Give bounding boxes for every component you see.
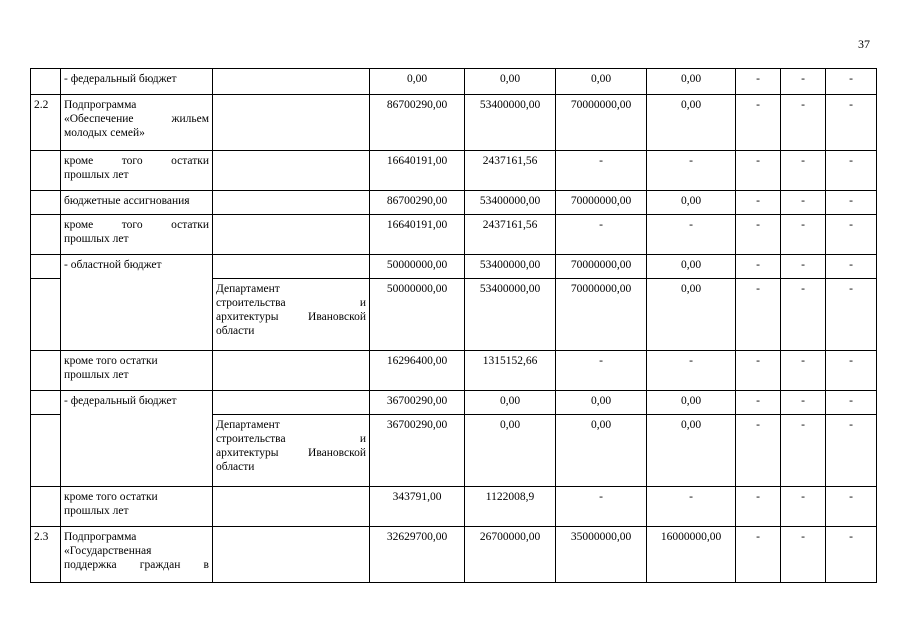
value-cell-v4: 0,00 (647, 69, 736, 95)
row-administrator (213, 351, 370, 391)
value-cell-v6: - (781, 351, 826, 391)
row-index (31, 279, 61, 351)
row-name (61, 487, 213, 527)
row-administrator (213, 415, 370, 487)
value-cell-v5: - (736, 415, 781, 487)
value-cell-v2: 53400000,00 (465, 191, 556, 215)
value-cell-v4: 16000000,00 (647, 527, 736, 583)
text-line: Департамент (216, 283, 280, 295)
row-index (31, 351, 61, 391)
value-cell-v4: - (647, 487, 736, 527)
value-cell-v1: 86700290,00 (370, 95, 465, 151)
value-cell-v4: 0,00 (647, 191, 736, 215)
value-cell-v7: - (826, 255, 877, 279)
row-name (61, 215, 213, 255)
value-cell-v4: - (647, 215, 736, 255)
text-line: бюджетные ассигнования (64, 195, 190, 207)
value-cell-v1: 16640191,00 (370, 215, 465, 255)
row-index (31, 487, 61, 527)
text-line: кроме того остатки (64, 219, 209, 231)
value-cell-v1: 32629700,00 (370, 527, 465, 583)
row-index: 2.2 (31, 95, 61, 151)
value-cell-v1: 36700290,00 (370, 391, 465, 415)
value-cell-v7: - (826, 279, 877, 351)
value-cell-v5: - (736, 215, 781, 255)
text-line: прошлых лет (64, 169, 129, 181)
row-index (31, 391, 61, 415)
text-line: области (216, 461, 255, 473)
row-name (61, 95, 213, 151)
budget-table (30, 68, 877, 583)
budget-table-body (31, 69, 877, 583)
value-cell-v3: 70000000,00 (556, 255, 647, 279)
value-cell-v2: 26700000,00 (465, 527, 556, 583)
value-cell-v2: 0,00 (465, 69, 556, 95)
value-cell-v6: - (781, 69, 826, 95)
text-line: архитектуры Ивановской (216, 311, 366, 323)
table-row (31, 151, 877, 191)
value-cell-v3: 70000000,00 (556, 191, 647, 215)
row-name (61, 527, 213, 583)
text-line: Подпрограмма (64, 99, 137, 111)
row-name (61, 255, 213, 351)
row-administrator (213, 215, 370, 255)
value-cell-v7: - (826, 527, 877, 583)
value-cell-v1: 0,00 (370, 69, 465, 95)
value-cell-v6: - (781, 215, 826, 255)
row-index (31, 191, 61, 215)
value-cell-v3: - (556, 487, 647, 527)
value-cell-v2: 1315152,66 (465, 351, 556, 391)
text-line: кроме того остатки (64, 491, 158, 503)
value-cell-v2: 0,00 (465, 391, 556, 415)
table-row (31, 527, 877, 583)
value-cell-v4: 0,00 (647, 415, 736, 487)
table-row (31, 95, 877, 151)
row-administrator (213, 391, 370, 415)
value-cell-v6: - (781, 95, 826, 151)
value-cell-v5: - (736, 151, 781, 191)
value-cell-v3: - (556, 151, 647, 191)
value-cell-v4: 0,00 (647, 279, 736, 351)
value-cell-v4: - (647, 151, 736, 191)
value-cell-v5: - (736, 69, 781, 95)
value-cell-v7: - (826, 191, 877, 215)
value-cell-v6: - (781, 527, 826, 583)
row-administrator (213, 255, 370, 279)
value-cell-v1: 86700290,00 (370, 191, 465, 215)
row-index (31, 255, 61, 279)
text-line: - федеральный бюджет (64, 73, 177, 85)
text-line: области (216, 325, 255, 337)
value-cell-v7: - (826, 95, 877, 151)
row-administrator (213, 527, 370, 583)
text-line: кроме того остатки (64, 155, 209, 167)
row-administrator (213, 279, 370, 351)
table-row (31, 69, 877, 95)
value-cell-v7: - (826, 351, 877, 391)
value-cell-v5: - (736, 191, 781, 215)
value-cell-v3: 70000000,00 (556, 279, 647, 351)
text-line: Подпрограмма (64, 531, 137, 543)
text-line: кроме того остатки (64, 355, 158, 367)
row-name (61, 191, 213, 215)
row-administrator (213, 487, 370, 527)
value-cell-v5: - (736, 527, 781, 583)
value-cell-v6: - (781, 415, 826, 487)
value-cell-v1: 50000000,00 (370, 279, 465, 351)
text-line: - федеральный бюджет (64, 395, 177, 407)
value-cell-v5: - (736, 279, 781, 351)
value-cell-v2: 0,00 (465, 415, 556, 487)
value-cell-v7: - (826, 487, 877, 527)
text-line: «Обеспечение жильем (64, 113, 209, 125)
row-name (61, 151, 213, 191)
value-cell-v3: - (556, 351, 647, 391)
text-line: прошлых лет (64, 233, 129, 245)
row-index (31, 151, 61, 191)
value-cell-v7: - (826, 151, 877, 191)
value-cell-v5: - (736, 351, 781, 391)
text-line: «Государственная (64, 545, 152, 557)
value-cell-v6: - (781, 279, 826, 351)
value-cell-v3: 70000000,00 (556, 95, 647, 151)
row-administrator (213, 151, 370, 191)
value-cell-v5: - (736, 95, 781, 151)
value-cell-v3: 0,00 (556, 69, 647, 95)
row-index: 2.3 (31, 527, 61, 583)
table-row (31, 391, 877, 415)
table-row (31, 487, 877, 527)
value-cell-v4: 0,00 (647, 255, 736, 279)
value-cell-v6: - (781, 191, 826, 215)
table-row (31, 191, 877, 215)
value-cell-v2: 2437161,56 (465, 215, 556, 255)
text-line: строительства и (216, 297, 366, 309)
value-cell-v2: 53400000,00 (465, 255, 556, 279)
text-line: прошлых лет (64, 505, 129, 517)
value-cell-v6: - (781, 391, 826, 415)
text-line: молодых семей» (64, 127, 145, 139)
value-cell-v2: 53400000,00 (465, 279, 556, 351)
table-row (31, 255, 877, 279)
value-cell-v1: 16296400,00 (370, 351, 465, 391)
value-cell-v6: - (781, 255, 826, 279)
value-cell-v7: - (826, 215, 877, 255)
value-cell-v3: 0,00 (556, 391, 647, 415)
row-administrator (213, 191, 370, 215)
value-cell-v2: 2437161,56 (465, 151, 556, 191)
table-row (31, 215, 877, 255)
value-cell-v1: 343791,00 (370, 487, 465, 527)
page-number: 37 (858, 37, 870, 51)
value-cell-v3: 0,00 (556, 415, 647, 487)
row-name (61, 391, 213, 487)
value-cell-v3: - (556, 215, 647, 255)
text-line: архитектуры Ивановской (216, 447, 366, 459)
row-administrator (213, 69, 370, 95)
row-index (31, 415, 61, 487)
value-cell-v6: - (781, 151, 826, 191)
value-cell-v2: 1122008,9 (465, 487, 556, 527)
text-line: строительства и (216, 433, 366, 445)
value-cell-v5: - (736, 391, 781, 415)
value-cell-v1: 36700290,00 (370, 415, 465, 487)
row-administrator (213, 95, 370, 151)
text-line: - областной бюджет (64, 259, 162, 271)
value-cell-v2: 53400000,00 (465, 95, 556, 151)
row-index (31, 215, 61, 255)
table-row (31, 351, 877, 391)
value-cell-v1: 50000000,00 (370, 255, 465, 279)
value-cell-v1: 16640191,00 (370, 151, 465, 191)
value-cell-v5: - (736, 255, 781, 279)
text-line: Департамент (216, 419, 280, 431)
row-name (61, 351, 213, 391)
value-cell-v7: - (826, 69, 877, 95)
value-cell-v5: - (736, 487, 781, 527)
row-name (61, 69, 213, 95)
text-line: прошлых лет (64, 369, 129, 381)
value-cell-v4: - (647, 351, 736, 391)
value-cell-v7: - (826, 415, 877, 487)
value-cell-v3: 35000000,00 (556, 527, 647, 583)
row-index (31, 69, 61, 95)
value-cell-v4: 0,00 (647, 391, 736, 415)
text-line: поддержка граждан в (64, 559, 209, 571)
value-cell-v7: - (826, 391, 877, 415)
value-cell-v6: - (781, 487, 826, 527)
value-cell-v4: 0,00 (647, 95, 736, 151)
